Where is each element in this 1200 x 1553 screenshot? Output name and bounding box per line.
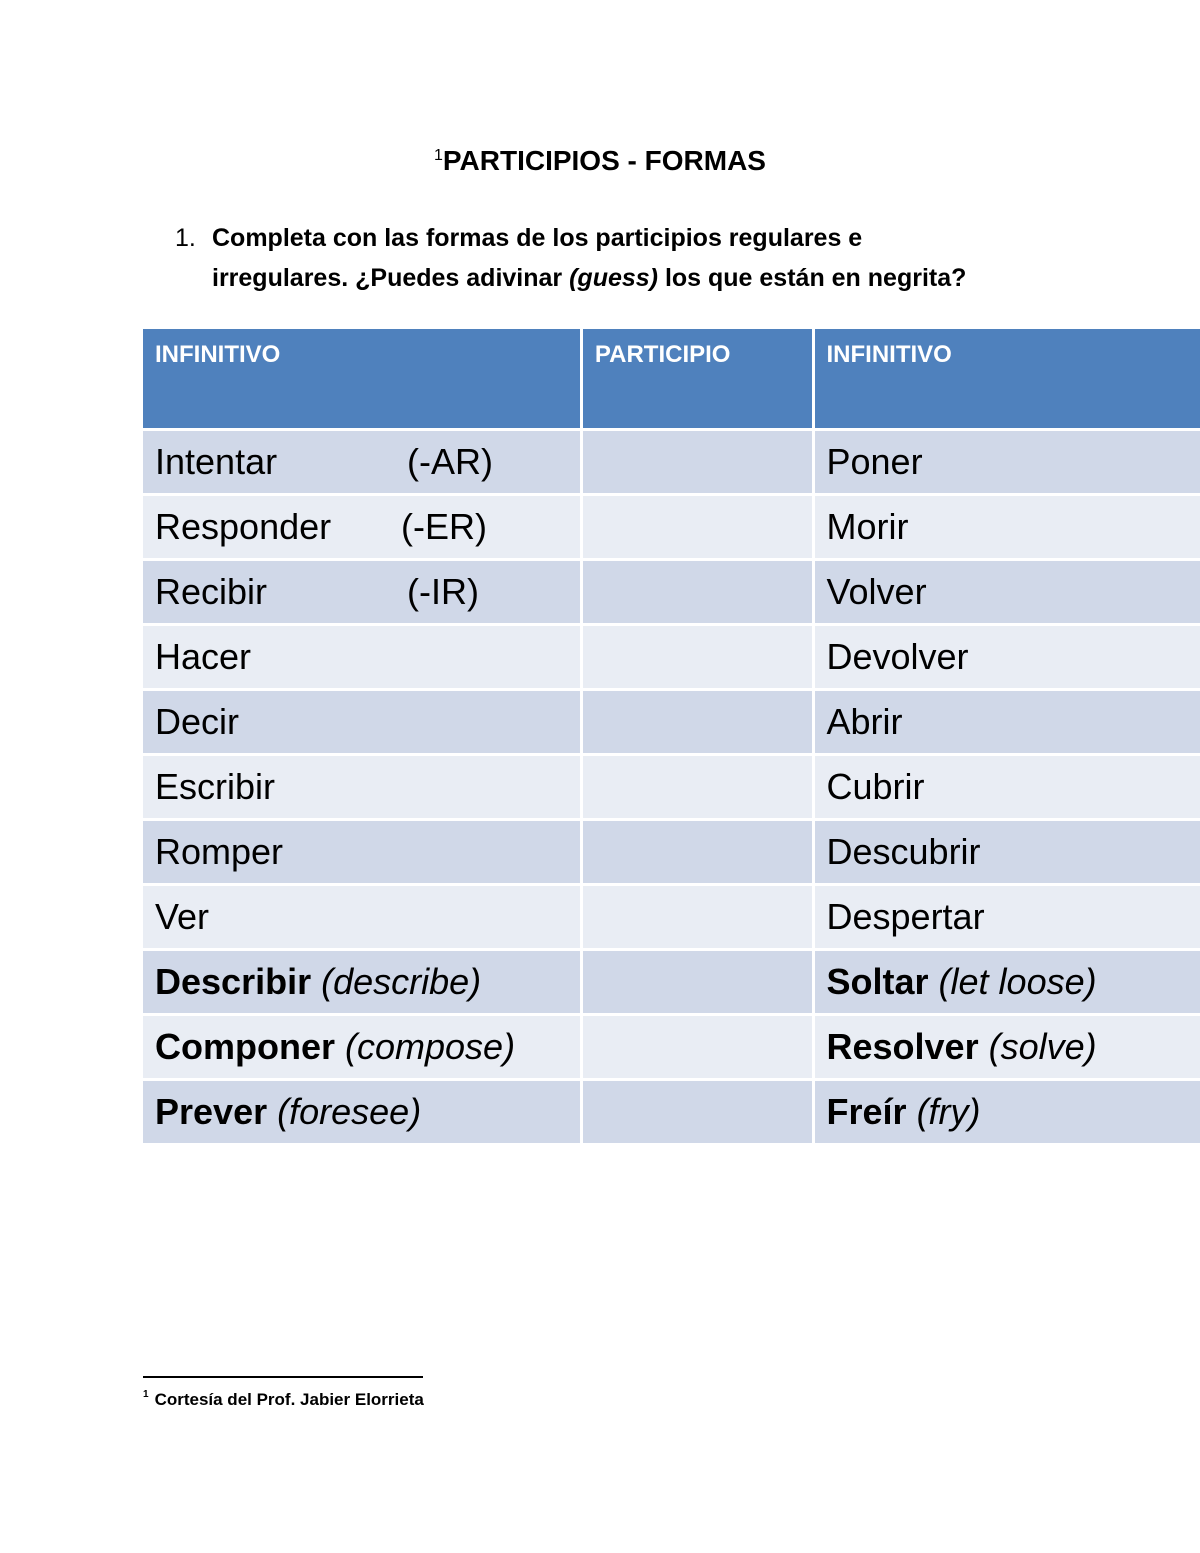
instruction-line2-after: los que están en negrita? (658, 264, 967, 292)
participle-answer-cell[interactable] (583, 561, 812, 623)
table-row (143, 561, 1200, 623)
verb-suffix: (-AR) (407, 441, 493, 482)
right-verb-cell: Morir (815, 496, 1200, 558)
left-verb-cell (143, 496, 580, 558)
participle-answer-cell[interactable] (583, 1081, 812, 1143)
participle-answer-cell[interactable] (583, 951, 812, 1013)
table-row (143, 691, 1200, 753)
instruction-line2-em: (guess) (569, 264, 658, 292)
bold-verb: Resolver (826, 1026, 979, 1067)
footnote-ref: 1 (143, 1389, 149, 1400)
left-verb-cell (143, 431, 580, 493)
left-verb: Intentar (155, 441, 278, 482)
left-verb-cell: Decir (143, 691, 580, 753)
instruction-text (212, 218, 1075, 298)
header-participio: PARTICIPIO (583, 329, 812, 428)
left-verb-cell: Hacer (143, 626, 580, 688)
instruction-number: 1. (175, 224, 196, 252)
left-verb-cell: Ver (143, 886, 580, 948)
left-verb-cell: Escribir (143, 756, 580, 818)
footnote (143, 1390, 424, 1410)
english-gloss: (describe) (321, 961, 482, 1002)
english-gloss: (fry) (916, 1091, 981, 1132)
left-verb: Responder (155, 506, 332, 547)
bold-verb: Describir (155, 961, 312, 1002)
verb-suffix: (-ER) (401, 506, 487, 547)
table-row (143, 886, 1200, 948)
bold-verb: Componer (155, 1026, 335, 1067)
right-verb-cell (815, 1081, 1200, 1143)
left-verb-cell (143, 1016, 580, 1078)
right-verb-cell: Volver (815, 561, 1200, 623)
table-header-row (143, 329, 1200, 428)
table-row (143, 626, 1200, 688)
english-gloss: (foresee) (277, 1091, 422, 1132)
english-gloss: (let loose) (938, 961, 1097, 1002)
table-row (143, 821, 1200, 883)
table-row (143, 1016, 1200, 1078)
participle-answer-cell[interactable] (583, 1016, 812, 1078)
instruction-line2-before: irregulares. ¿Puedes adivinar (212, 264, 570, 292)
right-verb-cell: Despertar (815, 886, 1200, 948)
table-row (143, 756, 1200, 818)
footnote-divider (143, 1376, 423, 1378)
left-verb: Recibir (155, 571, 268, 612)
participle-answer-cell[interactable] (583, 756, 812, 818)
bold-verb: Prever (155, 1091, 268, 1132)
participle-answer-cell[interactable] (583, 626, 812, 688)
participle-answer-cell[interactable] (583, 496, 812, 558)
participle-answer-cell[interactable] (583, 691, 812, 753)
table-row (143, 1081, 1200, 1143)
table-row (143, 951, 1200, 1013)
left-verb-cell (143, 951, 580, 1013)
right-verb-cell (815, 1016, 1200, 1078)
right-verb-cell: Abrir (815, 691, 1200, 753)
page-title (0, 145, 1200, 177)
title-footnote-ref: 1 (434, 147, 443, 164)
left-verb-cell (143, 1081, 580, 1143)
table-row (143, 431, 1200, 493)
footnote-text: Cortesía del Prof. Jabier Elorrieta (154, 1390, 424, 1409)
header-infinitivo-left: INFINITIVO (143, 329, 580, 428)
right-verb-cell: Descubrir (815, 821, 1200, 883)
participle-answer-cell[interactable] (583, 886, 812, 948)
bold-verb: Freír (826, 1091, 907, 1132)
instruction-line1: Completa con las formas de los participios regulares e (212, 224, 863, 252)
right-verb-cell: Poner (815, 431, 1200, 493)
bold-verb: Soltar (826, 961, 929, 1002)
verb-suffix: (-IR) (407, 571, 479, 612)
left-verb-cell: Romper (143, 821, 580, 883)
english-gloss: (compose) (345, 1026, 516, 1067)
title-text: PARTICIPIOS - FORMAS (442, 145, 766, 176)
table-row (143, 496, 1200, 558)
right-verb-cell: Devolver (815, 626, 1200, 688)
instruction (175, 218, 1075, 298)
right-verb-cell: Cubrir (815, 756, 1200, 818)
header-infinitivo-right: INFINITIVO (815, 329, 1200, 428)
english-gloss: (solve) (988, 1026, 1097, 1067)
participle-answer-cell[interactable] (583, 431, 812, 493)
left-verb-cell (143, 561, 580, 623)
right-verb-cell (815, 951, 1200, 1013)
participle-answer-cell[interactable] (583, 821, 812, 883)
participle-table (140, 326, 1200, 1146)
